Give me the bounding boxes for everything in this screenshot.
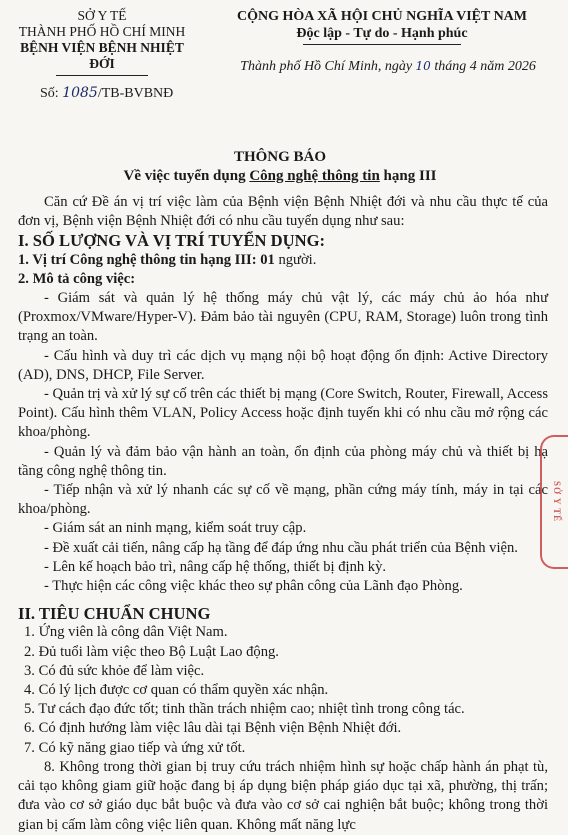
subtitle-after: hạng III	[379, 168, 437, 184]
date-line	[216, 59, 560, 75]
section-1-item-1	[18, 251, 548, 270]
doc-number-prefix: Số:	[40, 86, 63, 101]
issuer-header	[14, 8, 190, 76]
section-2-heading: II. TIÊU CHUẨN CHUNG	[18, 604, 211, 624]
item-1-label: 1. Vị trí Công nghệ thông tin hạng III: 01	[18, 251, 275, 268]
criteria-item: 2. Đủ tuổi làm việc theo Bộ Luật Lao động.	[24, 643, 279, 660]
national-header	[212, 8, 552, 45]
criteria-item: 4. Có lý lịch được cơ quan có thẩm quyền xác nhận.	[24, 682, 329, 699]
section-1-heading: I. SỐ LƯỢNG VÀ VỊ TRÍ TUYỂN DỤNG:	[18, 231, 326, 251]
task-item: - Giám sát an ninh mạng, kiểm soát truy cập.	[44, 520, 307, 537]
document-title: THÔNG BÁO	[233, 149, 327, 165]
document-body	[18, 193, 548, 835]
document-number	[40, 85, 173, 102]
criteria-item: 6. Có định hướng làm việc lâu dài tại Bệnh viện Bệnh Nhiệt đới.	[24, 720, 402, 737]
issuer-line-3: BỆNH VIỆN BỆNH NHIỆT ĐỚI	[20, 40, 184, 71]
task-item: - Đề xuất cải tiến, nâng cấp hạ tầng để đáp ứng nhu cầu phát triển của Bệnh viện.	[44, 539, 518, 556]
document-subtitle	[0, 168, 560, 185]
motto-underline	[303, 44, 461, 45]
section-1-item-2: 2. Mô tả công việc:	[18, 270, 136, 287]
criteria-item: 1. Ứng viên là công dân Việt Nam.	[24, 624, 228, 641]
task-item: - Quản trị và xử lý sự cố trên các thiết bị mạng (Core Switch, Router, Firewall, Access Point). Cấu hình thêm VLAN, Policy Access hoặc định tuyến khi có nhu cầu mở rộng các khoa/phòng.	[18, 386, 548, 441]
intro-paragraph: Căn cứ Đề án vị trí việc làm của Bệnh viện Bệnh Nhiệt đới và nhu cầu thực tế của đơn vị, Bệnh viện Bệnh Nhiệt đới có nhu cầu tuyển dụng như sau:	[18, 194, 548, 230]
issuer-line-1: SỞ Y TẾ	[77, 8, 127, 23]
national-title: CỘNG HÒA XÃ HỘI CHỦ NGHĨA VIỆT NAM	[236, 9, 527, 24]
issuer-line-2: THÀNH PHỐ HỒ CHÍ MINH	[18, 24, 186, 39]
date-suffix: tháng 4 năm 2026	[430, 59, 536, 74]
task-item: - Cấu hình và duy trì các dịch vụ mạng nội bộ hoạt động ổn định: Active Directory (AD), DNS, DHCP, File Server.	[18, 347, 548, 383]
task-item: - Quản lý và đảm bảo vận hành an toàn, ổn định của phòng máy chủ và thiết bị hạ tầng công nghệ thông tin.	[18, 443, 548, 479]
subtitle-underlined: Công nghệ thông tin	[249, 168, 380, 184]
task-item: - Lên kế hoạch bảo trì, nâng cấp hệ thống, thiết bị định kỳ.	[44, 558, 387, 575]
issuer-underline	[56, 75, 148, 76]
task-item: - Tiếp nhận và xử lý nhanh các sự cố về mạng, phần cứng máy tính, máy in tại các khoa/phòng.	[18, 482, 548, 518]
criteria-item: 7. Có kỹ năng giao tiếp và ứng xử tốt.	[24, 739, 246, 756]
criteria-item: 5. Tư cách đạo đức tốt; tinh thần trách nhiệm cao; nhiệt tình trong công tác.	[24, 701, 465, 718]
task-item: - Giám sát và quản lý hệ thống máy chủ vật lý, các máy chủ ảo hóa như (Proxmox/VMware/Hyper-V). Đảm bảo tài nguyên (CPU, RAM, Storage) luôn trong tình trạng an toàn.	[18, 290, 548, 345]
date-day: 10	[415, 59, 431, 73]
subtitle-before: Về việc tuyển dụng	[123, 168, 250, 184]
criteria-item-8: 8. Không trong thời gian bị truy cứu trách nhiệm hình sự hoặc chấp hành án phạt tù, cải tạo không giam giữ hoặc đang bị áp dụng biện pháp giáo dục tại xã, phường, thị trấn; đưa vào cơ sở giáo dục bắt buộc và đưa vào cơ sở cai nghiện bắt buộc; không trong thời gian bị cấm làm công việc liên quan. Không mất năng lực	[18, 758, 548, 833]
task-item: - Thực hiện các công việc khác theo sự phân công của Lãnh đạo Phòng.	[44, 578, 463, 595]
red-seal-stamp: SỞ Y TẾ	[540, 435, 568, 569]
doc-number-handwritten: 1085	[62, 85, 98, 101]
criteria-item: 3. Có đủ sức khỏe để làm việc.	[24, 662, 205, 679]
item-1-tail: người.	[274, 251, 317, 268]
national-motto: Độc lập - Tự do - Hạnh phúc	[296, 26, 468, 41]
date-prefix: Thành phố Hồ Chí Minh, ngày	[240, 59, 416, 74]
doc-number-suffix: /TB-BVBNĐ	[97, 86, 174, 101]
